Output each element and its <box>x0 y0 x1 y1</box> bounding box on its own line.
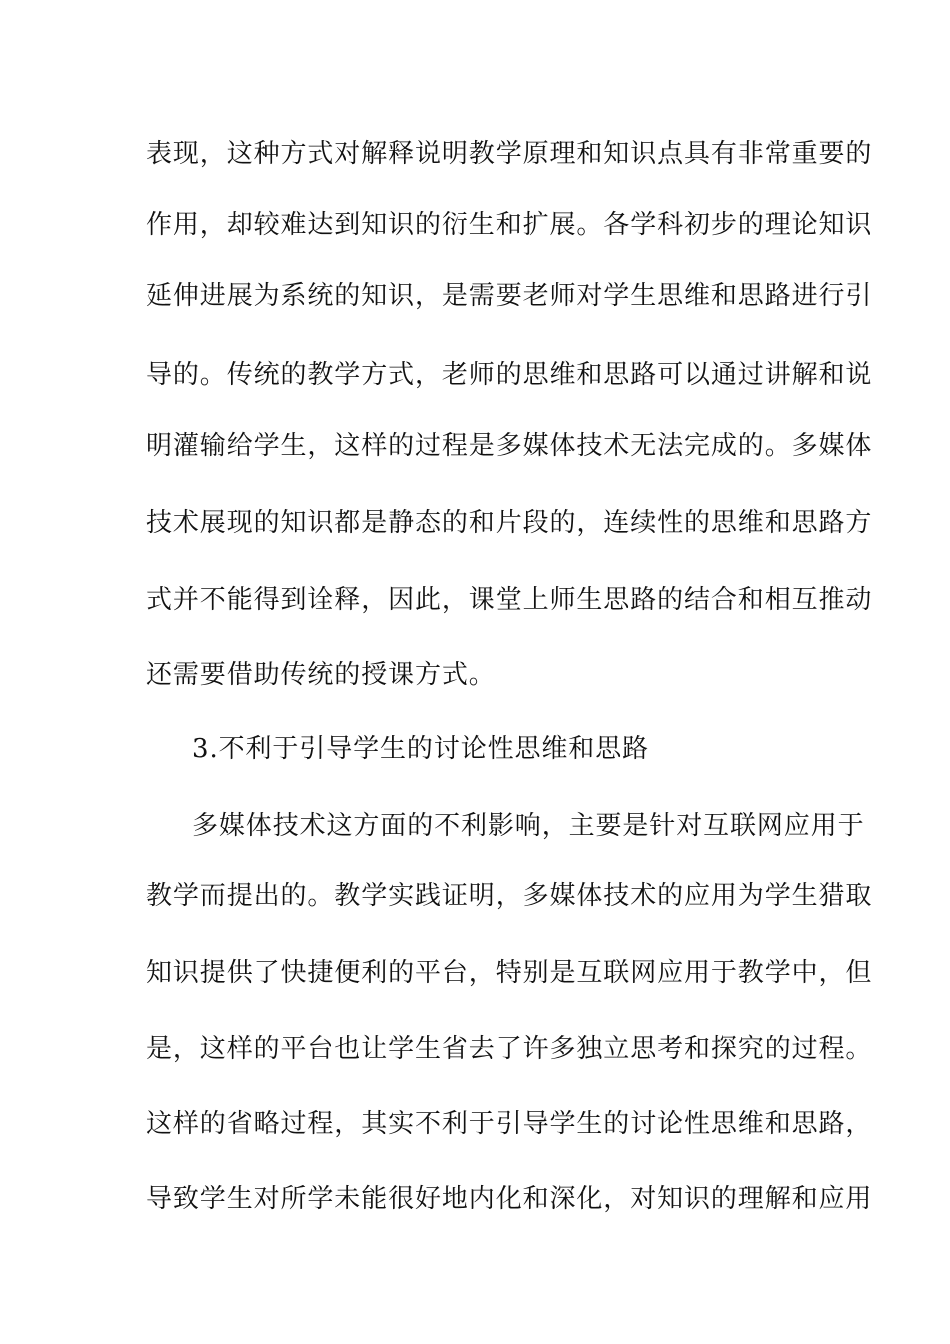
paragraph-line: 明灌输给学生，这样的过程是多媒体技术无法完成的。多媒体 <box>146 431 873 461</box>
paragraph-line: 表现，这种方式对解释说明教学原理和知识点具有非常重要的 <box>146 139 873 169</box>
paragraph-line: 作用，却较难达到知识的衍生和扩展。各学科初步的理论知识 <box>146 210 873 240</box>
paragraph-line: 技术展现的知识都是静态的和片段的，连续性的思维和思路方 <box>146 508 873 538</box>
paragraph-line: 延伸进展为系统的知识，是需要老师对学生思维和思路进行引 <box>146 281 873 311</box>
paragraph-line: 是，这样的平台也让学生省去了许多独立思考和探究的过程。 <box>146 1034 873 1064</box>
paragraph-line: 导致学生对所学未能很好地内化和深化，对知识的理解和应用 <box>146 1184 873 1214</box>
paragraph-line: 知识提供了快捷便利的平台，特别是互联网应用于教学中，但 <box>146 958 873 988</box>
paragraph-line: 式并不能得到诠释，因此，课堂上师生思路的结合和相互推动 <box>146 585 873 615</box>
paragraph-line: 这样的省略过程，其实不利于引导学生的讨论性思维和思路， <box>146 1109 873 1139</box>
paragraph-line: 还需要借助传统的授课方式。 <box>146 660 496 690</box>
paragraph-line: 教学而提出的。教学实践证明，多媒体技术的应用为学生猎取 <box>146 881 873 911</box>
paragraph-line: 导的。传统的教学方式，老师的思维和思路可以通过讲解和说 <box>146 360 873 390</box>
paragraph-line: 多媒体技术这方面的不利影响，主要是针对互联网应用于 <box>192 811 865 841</box>
section-heading: 3.不利于引导学生的讨论性思维和思路 <box>192 734 650 764</box>
